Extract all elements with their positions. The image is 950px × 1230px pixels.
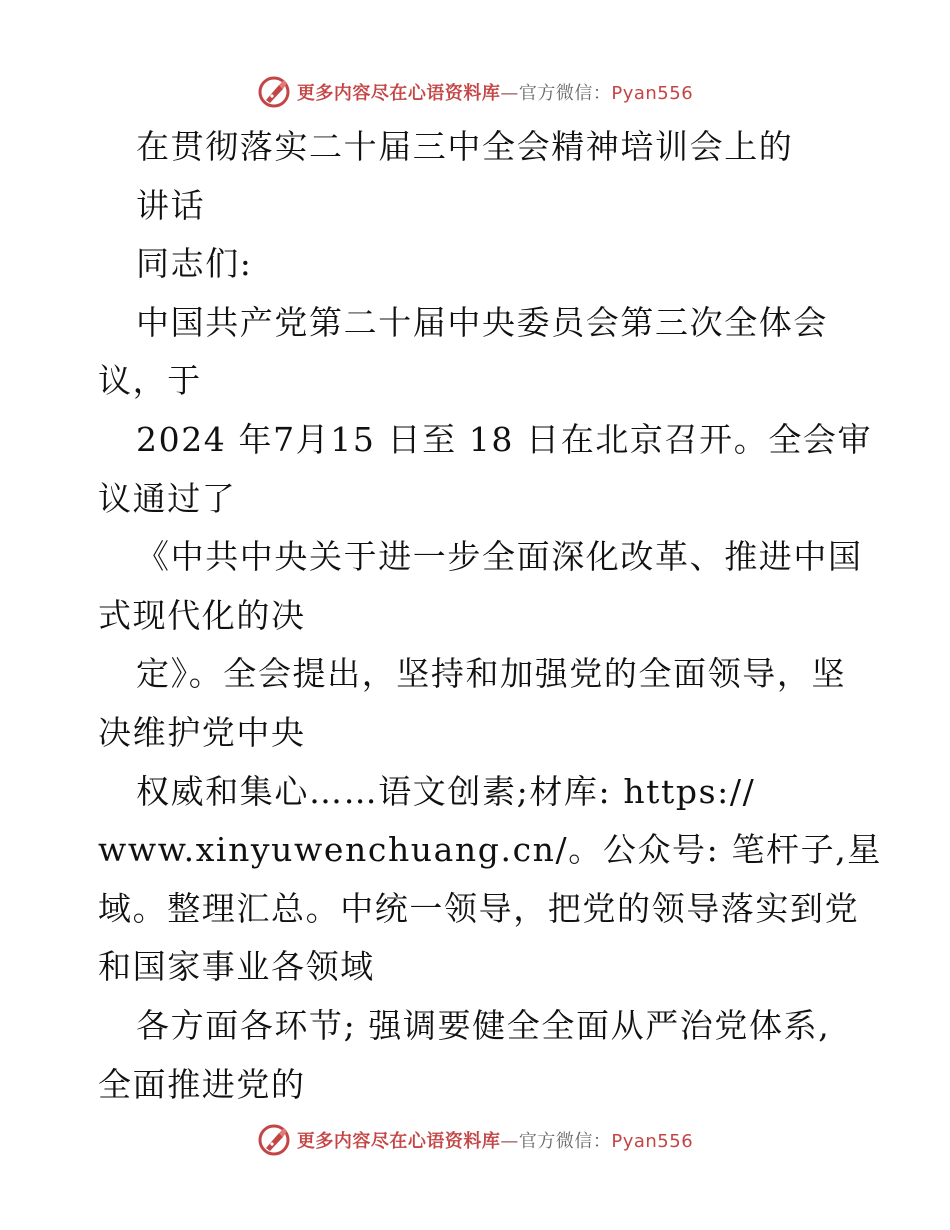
document-line: 在贯彻落实二十届三中全会精神培训会上的 <box>136 127 794 166</box>
document-line: www.xinyuwenchuang.cn/。公众号: 笔杆子,星 <box>98 830 882 870</box>
document-line: 权威和集心……语文创素;材库: https:// <box>136 771 756 811</box>
document-line: 中国共产党第二十届中央委员会第三次全体会 <box>136 302 828 342</box>
document-line: 《中共中央关于进一步全面深化改革、推进中国 <box>136 537 863 577</box>
document-line: 同志们: <box>136 244 253 284</box>
document-line: 域。整理汇总。中统一领导，把党的领导落实到党 <box>98 888 860 928</box>
pen-nib-logo-icon <box>257 75 291 109</box>
document-line: 2024 年7月15 日至 18 日在北京召开。全会审 <box>136 419 873 459</box>
document-line: 和国家事业各领域 <box>98 947 375 987</box>
document-line: 讲话 <box>136 185 206 225</box>
header-watermark <box>0 72 950 112</box>
watermark-main-text: 更多内容尽在心语资料库 <box>296 83 501 104</box>
watermark-text <box>297 79 693 105</box>
document-line: 议，于 <box>98 361 202 401</box>
watermark-official-label: 官方微信： <box>518 83 612 104</box>
document-line: 全面推进党的 <box>98 1064 306 1104</box>
footer-watermark <box>0 1120 950 1160</box>
document-line: 式现代化的决 <box>98 595 306 635</box>
watermark-dash: — <box>500 83 519 104</box>
document-line: 决维护党中央 <box>98 712 306 752</box>
watermark-main-text: 更多内容尽在心语资料库 <box>296 1131 501 1152</box>
watermark-official-label: 官方微信： <box>518 1131 612 1152</box>
pen-nib-logo-icon <box>257 1123 291 1157</box>
document-line: 各方面各环节; 强调要健全全面从严治党体系, <box>136 1005 831 1045</box>
watermark-text <box>297 1127 693 1153</box>
document-line: 定》。全会提出，坚持和加强党的全面领导，坚 <box>136 654 847 694</box>
watermark-dash: — <box>500 1131 519 1152</box>
document-line: 议通过了 <box>98 478 237 518</box>
watermark-wechat-id: Pyan556 <box>611 83 694 104</box>
document-body <box>98 118 882 1114</box>
watermark-wechat-id: Pyan556 <box>611 1131 694 1152</box>
